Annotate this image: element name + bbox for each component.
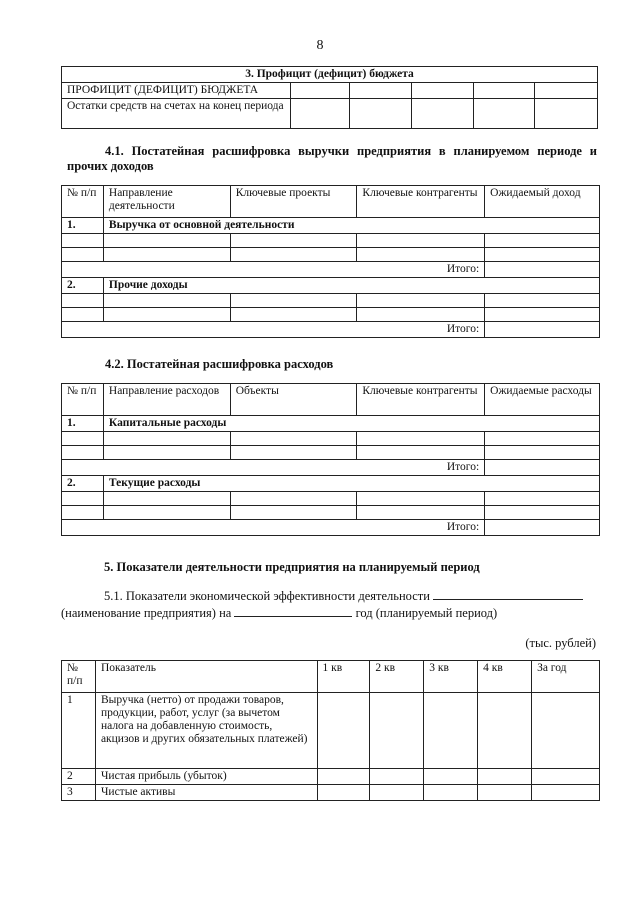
group-number: 1.	[62, 218, 104, 234]
account-balance-row-label: Остатки средств на счетах на конец периода	[62, 99, 291, 129]
table-cell	[103, 492, 230, 506]
total-label: Итого:	[62, 520, 485, 536]
table-cell	[485, 506, 600, 520]
table-cell	[230, 492, 357, 506]
table-cell	[230, 248, 357, 262]
row-label: Чистая прибыль (убыток)	[95, 769, 317, 785]
table-cell	[412, 99, 474, 129]
table-cell	[350, 83, 412, 99]
table-cell	[62, 432, 104, 446]
table-cell	[474, 83, 535, 99]
section3-title: 3. Профицит (дефицит) бюджета	[62, 67, 598, 83]
section51-line1	[104, 587, 598, 605]
table-cell	[317, 785, 370, 801]
table-cell	[230, 308, 357, 322]
section42-heading: 4.2. Постатейная расшифровка расходов	[105, 357, 334, 371]
section51-text: 5.1. Показатели экономической эффективности деятельности	[104, 589, 430, 603]
header-q1: 1 кв	[317, 661, 370, 693]
header-expected-income: Ожидаемый доход	[485, 186, 600, 218]
group-number: 2.	[62, 476, 104, 492]
header-counterparties: Ключевые контрагенты	[357, 186, 485, 218]
row-number: 3	[62, 785, 96, 801]
table-cell	[370, 785, 424, 801]
header-counterparties: Ключевые контрагенты	[357, 384, 485, 416]
table-cell	[357, 506, 485, 520]
header-q4: 4 кв	[478, 661, 532, 693]
table-cell	[290, 99, 350, 129]
header-indicator: Показатель	[95, 661, 317, 693]
section51-year-caption: год (планируемый период)	[355, 606, 498, 620]
table-cell	[62, 248, 104, 262]
table-cell	[290, 83, 350, 99]
table-cell	[62, 308, 104, 322]
header-objects: Объекты	[230, 384, 357, 416]
table-cell	[357, 446, 485, 460]
table-cell	[485, 492, 600, 506]
table-cell	[103, 234, 230, 248]
units-label: (тыс. рублей)	[525, 636, 596, 650]
section5-heading: 5. Показатели деятельности предприятия на планируемый период	[104, 560, 480, 574]
table-cell	[357, 234, 485, 248]
table-cell	[485, 248, 600, 262]
header-q2: 2 кв	[370, 661, 424, 693]
table-cell	[485, 460, 600, 476]
table-cell	[532, 769, 600, 785]
section51-name-caption: (наименование предприятия) на	[61, 606, 232, 620]
group-label: Выручка от основной деятельности	[103, 218, 599, 234]
table-cell	[62, 492, 104, 506]
table-cell	[485, 262, 600, 278]
table-cell	[357, 294, 485, 308]
group-label: Прочие доходы	[103, 278, 599, 294]
table-cell	[62, 446, 104, 460]
enterprise-name-blank[interactable]	[433, 587, 583, 600]
table-cell	[485, 520, 600, 536]
table-cell	[485, 432, 600, 446]
total-label: Итого:	[62, 322, 485, 338]
table-cell	[62, 294, 104, 308]
table-cell	[485, 322, 600, 338]
table-cell	[412, 83, 474, 99]
section51-line2	[61, 604, 601, 622]
header-num: № п/п	[62, 186, 104, 218]
table-cell	[317, 769, 370, 785]
table-cell	[230, 506, 357, 520]
table-cell	[532, 693, 600, 769]
row-label: Выручка (нетто) от продажи товаров, продукции, работ, услуг (за вычетом налога на добавленную стоимость, акцизов и других обязательных платежей)	[95, 693, 317, 769]
group-number: 1.	[62, 416, 104, 432]
table-cell	[532, 785, 600, 801]
table-cell	[103, 308, 230, 322]
table-cell	[474, 99, 535, 129]
header-direction: Направление деятельности	[103, 186, 230, 218]
header-direction: Направление расходов	[103, 384, 230, 416]
table-cell	[317, 693, 370, 769]
table-cell	[357, 492, 485, 506]
table-cell	[424, 693, 478, 769]
table-cell	[103, 294, 230, 308]
table-cell	[370, 769, 424, 785]
header-year: За год	[532, 661, 600, 693]
year-blank[interactable]	[234, 604, 352, 617]
table-cell	[103, 248, 230, 262]
table-cell	[62, 506, 104, 520]
table-cell	[478, 769, 532, 785]
table-cell	[535, 83, 598, 99]
header-q3: 3 кв	[424, 661, 478, 693]
table-cell	[478, 693, 532, 769]
table-cell	[230, 446, 357, 460]
revenue-breakdown-table	[61, 185, 600, 338]
total-label: Итого:	[62, 460, 485, 476]
row-number: 2	[62, 769, 96, 785]
header-num: № п/п	[62, 661, 96, 693]
table-cell	[103, 446, 230, 460]
table-cell	[230, 234, 357, 248]
header-num: № п/п	[62, 384, 104, 416]
table-cell	[230, 432, 357, 446]
performance-indicators-table	[61, 660, 600, 801]
table-cell	[357, 308, 485, 322]
table-cell	[485, 446, 600, 460]
row-label: Чистые активы	[95, 785, 317, 801]
table-cell	[350, 99, 412, 129]
total-label: Итого:	[62, 262, 485, 278]
group-number: 2.	[62, 278, 104, 294]
section41-heading: 4.1. Постатейная расшифровка выручки предприятия в планируемом периоде и прочих доходов	[67, 144, 597, 173]
table-cell	[357, 248, 485, 262]
table-cell	[62, 234, 104, 248]
group-label: Капитальные расходы	[103, 416, 599, 432]
page-number: 8	[316, 38, 324, 53]
budget-surplus-table	[61, 66, 598, 129]
table-cell	[230, 294, 357, 308]
table-cell	[103, 506, 230, 520]
table-cell	[478, 785, 532, 801]
table-cell	[424, 785, 478, 801]
row-number: 1	[62, 693, 96, 769]
table-cell	[370, 693, 424, 769]
expense-breakdown-table	[61, 383, 600, 536]
header-projects: Ключевые проекты	[230, 186, 357, 218]
budget-surplus-row-label: ПРОФИЦИТ (ДЕФИЦИТ) БЮДЖЕТА	[62, 83, 291, 99]
table-cell	[357, 432, 485, 446]
table-cell	[485, 308, 600, 322]
table-cell	[424, 769, 478, 785]
group-label: Текущие расходы	[103, 476, 599, 492]
table-cell	[485, 234, 600, 248]
header-expected-expenses: Ожидаемые расходы	[485, 384, 600, 416]
table-cell	[535, 99, 598, 129]
table-cell	[103, 432, 230, 446]
table-cell	[485, 294, 600, 308]
